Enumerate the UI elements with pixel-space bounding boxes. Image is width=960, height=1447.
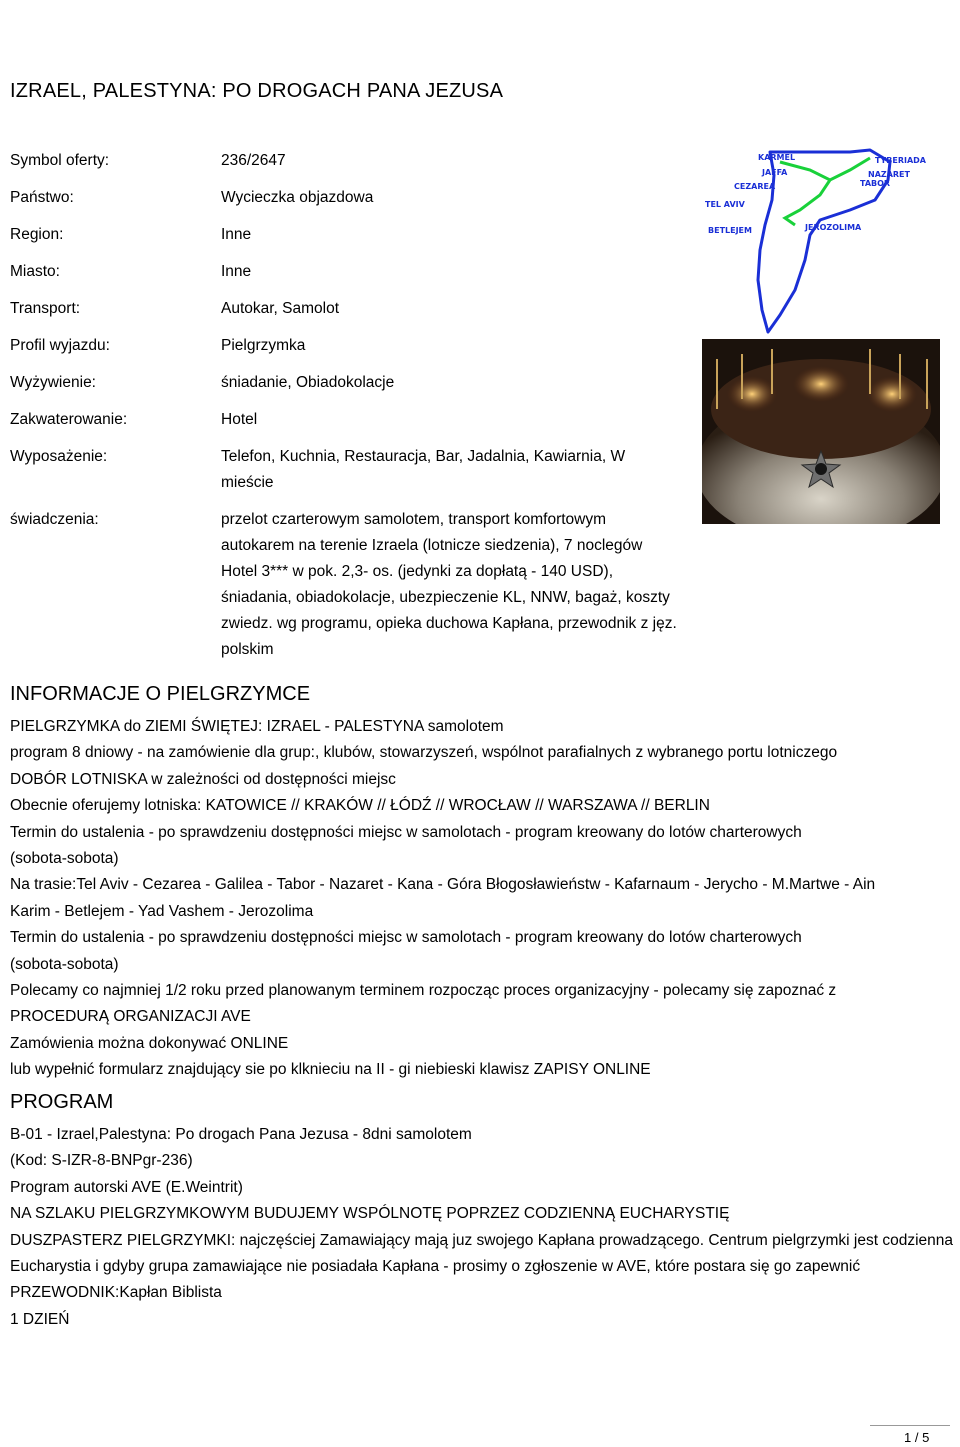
field-value-symbol: 236/2647 xyxy=(221,152,286,169)
info-line: Polecamy co najmniej 1/2 roku przed planowanym terminem rozpocząc proces organizacyjny - polecamy się zapoznać z xyxy=(10,982,837,1000)
map-label-tel-aviv: TEL AVIV xyxy=(705,200,745,209)
info-line: PROCEDURĄ ORGANIZACJI AVE xyxy=(10,1008,251,1026)
info-line: Na trasie:Tel Aviv - Cezarea - Galilea - Tabor - Nazaret - Kana - Góra Błogosławieństw - Kafarnaum - Jerycho - M.Martwe - Ain xyxy=(10,876,876,894)
program-line: (Kod: S-IZR-8-BNPgr-236) xyxy=(10,1152,193,1170)
field-value-meals: śniadanie, Obiadokolacje xyxy=(221,374,395,391)
field-value-accommodation: Hotel xyxy=(221,411,258,428)
info-section xyxy=(10,714,955,1084)
map-label-tabor: TABOR xyxy=(860,179,891,188)
map-label-betlejem: BETLEJEM xyxy=(708,226,752,235)
info-line: Karim - Betlejem - Yad Vashem - Jerozolima xyxy=(10,902,314,920)
program-heading: PROGRAM xyxy=(10,1091,114,1113)
field-label-meals: Wyżywienie: xyxy=(10,374,96,391)
israel-map-image xyxy=(700,140,945,335)
document-title: IZRAEL, PALESTYNA: PO DROGACH PANA JEZUSA xyxy=(10,80,504,102)
program-section xyxy=(10,1122,955,1333)
field-label-accommodation: Zakwaterowanie: xyxy=(10,411,128,428)
info-line: lub wypełnić formularz znajdujący sie po klknieciu na II - gi niebieski klawisz ZAPISY ONLINE xyxy=(10,1061,651,1079)
info-line: DOBÓR LOTNISKA w zależności od dostępności miejsc xyxy=(10,770,396,788)
info-line: Obecnie oferujemy lotniska: KATOWICE // KRAKÓW // ŁÓDŹ // WROCŁAW // WARSZAWA // BERLIN xyxy=(10,797,710,815)
program-line: 1 DZIEŃ xyxy=(10,1310,70,1328)
page-number: 1 / 5 xyxy=(904,1430,930,1445)
route-line xyxy=(780,158,870,225)
map-label-tyberiada: TYBERIADA xyxy=(875,156,926,165)
field-label-equipment: Wyposażenie: xyxy=(10,448,108,465)
info-line: Zamówienia można dokonywać ONLINE xyxy=(10,1034,289,1052)
program-line: DUSZPASTERZ PIELGRZYMKI: najczęściej Zamawiający mają juz swojego Kapłana prowadzącego. Centrum pielgrzymki jest codzienna Eucharystia i gdyby grupa zamawiające nie posiadała Kapłana - prosimy o zgłoszenie w AVE, które postara się go zapewnić xyxy=(10,1231,954,1276)
program-line: NA SZLAKU PIELGRZYMKOWYM BUDUJEMY WSPÓLNOTĘ POPRZEZ CODZIENNĄ EUCHARYSTIĘ xyxy=(10,1205,730,1223)
program-line: Program autorski AVE (E.Weintrit) xyxy=(10,1178,243,1196)
info-line: program 8 dniowy - na zamówienie dla grup:, klubów, stowarzyszeń, wspólnot parafialnych z wybranego portu lotniczego xyxy=(10,744,838,762)
info-heading: INFORMACJE O PIELGRZYMCE xyxy=(10,683,311,705)
field-value-services: przelot czarterowym samolotem, transport komfortowym autokarem na terenie Izraela (lotnicze siedzenia), 7 noclegów Hotel 3*** w pok. 2,3- os. (jedynki za dopłatą - 140 USD), śniadania, obiadokolacje, ubezpieczenie KL, NNW, bagaż, koszty zwiedz. wg programu, opieka duchowa Kapłana, przewodnik z jęz. polskim xyxy=(221,511,677,658)
field-value-city: Inne xyxy=(221,263,252,280)
field-value-profile: Pielgrzymka xyxy=(221,337,306,354)
map-label-cezarea: CEZAREA xyxy=(734,182,776,191)
program-line: PRZEWODNIK:Kapłan Biblista xyxy=(10,1284,222,1302)
grotto-photo xyxy=(702,339,940,524)
footer-divider xyxy=(870,1425,950,1426)
info-line: (sobota-sobota) xyxy=(10,955,119,973)
map-label-nazaret: NAZARET xyxy=(868,170,910,179)
field-label-transport: Transport: xyxy=(10,300,81,317)
field-label-services: świadczenia: xyxy=(10,511,99,528)
map-label-karmel: KARMEL xyxy=(758,153,796,162)
field-value-country: Wycieczka objazdowa xyxy=(221,189,374,206)
field-value-transport: Autokar, Samolot xyxy=(221,300,340,317)
field-value-equipment: Telefon, Kuchnia, Restauracja, Bar, Jadalnia, Kawiarnia, W mieście xyxy=(221,448,626,491)
info-line: PIELGRZYMKA do ZIEMI ŚWIĘTEJ: IZRAEL - PALESTYNA samolotem xyxy=(10,718,504,735)
map-label-jaffa: JAFFA xyxy=(762,168,788,177)
field-label-profile: Profil wyjazdu: xyxy=(10,337,110,354)
info-line: Termin do ustalenia - po sprawdzeniu dostępności miejsc w samolotach - program kreowany do lotów charterowych xyxy=(10,929,802,947)
field-label-region: Region: xyxy=(10,226,64,243)
info-line: Termin do ustalenia - po sprawdzeniu dostępności miejsc w samolotach - program kreowany do lotów charterowych xyxy=(10,823,802,841)
field-label-city: Miasto: xyxy=(10,263,60,280)
field-value-region: Inne xyxy=(221,226,252,243)
map-label-jerozolima: JEROZOLIMA xyxy=(805,223,862,232)
program-line: B-01 - Izrael,Palestyna: Po drogach Pana Jezusa - 8dni samolotem xyxy=(10,1126,472,1143)
info-line: (sobota-sobota) xyxy=(10,850,119,868)
field-label-country: Państwo: xyxy=(10,189,74,206)
field-label-symbol: Symbol oferty: xyxy=(10,152,110,169)
